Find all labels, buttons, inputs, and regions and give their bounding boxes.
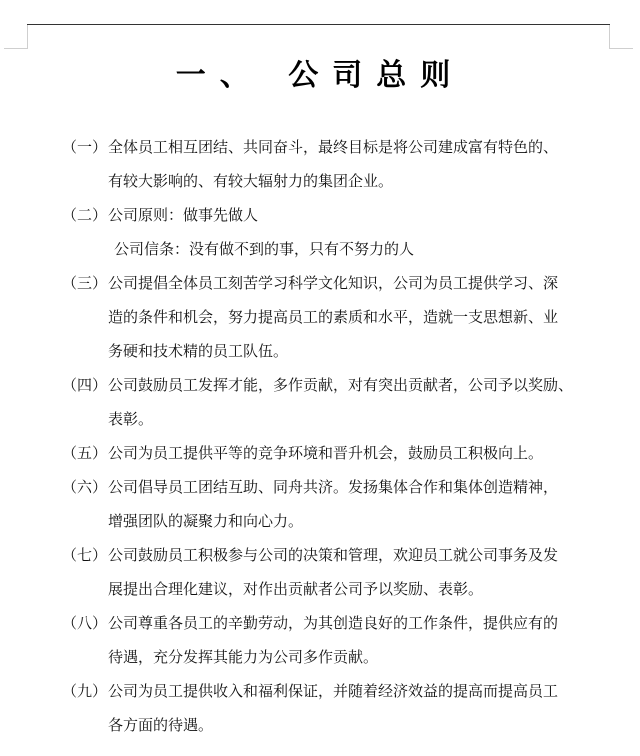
header-rule [27,24,610,25]
document-body [62,130,622,742]
paragraph-number: （二） [62,206,108,224]
paragraph-8 [62,606,622,674]
paragraph-6 [62,470,622,538]
margin-mark-left-vertical [27,25,28,49]
paragraph-9 [62,674,622,742]
paragraph-3 [62,266,622,368]
paragraph-line: 务硬和技术精的员工队伍。 [108,342,289,360]
paragraph-line: 各方面的待遇。 [108,716,214,734]
paragraph-2 [62,198,622,266]
paragraph-number: （一） [62,138,108,156]
paragraph-number: （九） [62,682,108,700]
paragraph-line: 公司为员工提供收入和福利保证，并随着经济效益的提高而提高员工 [108,682,559,700]
paragraph-line: 公司为员工提供平等的竞争环境和晋升机会，鼓励员工积极向上。 [108,444,544,462]
paragraph-line: 造的条件和机会，努力提高员工的素质和水平，造就一支思想新、业 [108,308,559,326]
paragraph-line: 公司鼓励员工发挥才能，多作贡献，对有突出贡献者，公司予以奖励、 [108,376,574,394]
paragraph-4 [62,368,622,436]
paragraph-1 [62,130,622,198]
paragraph-line: 公司原则：做事先做人 [108,206,259,224]
paragraph-number: （五） [62,444,108,462]
paragraph-line: 公司鼓励员工积极参与公司的决策和管理，欢迎员工就公司事务及发 [108,546,559,564]
paragraph-5 [62,436,622,470]
paragraph-number: （八） [62,614,108,632]
paragraph-number: （六） [62,478,108,496]
paragraph-7 [62,538,622,606]
paragraph-line: 全体员工相互团结、共同奋斗，最终目标是将公司建成富有特色的、 [108,138,559,156]
paragraph-subline: 公司信条：没有做不到的事，只有不努力的人 [114,240,415,258]
paragraph-line: 公司提倡全体员工刻苦学习科学文化知识，公司为员工提供学习、深 [108,274,559,292]
paragraph-line: 待遇，充分发挥其能力为公司多作贡献。 [108,648,379,666]
margin-mark-left-horizontal [4,48,28,49]
paragraph-line: 展提出合理化建议，对作出贡献者公司予以奖励、表彰。 [108,580,484,598]
paragraph-number: （四） [62,376,108,394]
paragraph-number: （七） [62,546,108,564]
margin-mark-right-vertical [609,25,610,49]
paragraph-line: 公司倡导员工团结互助、同舟共济。发扬集体合作和集体创造精神， [108,478,559,496]
paragraph-line: 公司尊重各员工的辛勤劳动，为其创造良好的工作条件，提供应有的 [108,614,559,632]
margin-mark-right-horizontal [609,48,633,49]
paragraph-number: （三） [62,274,108,292]
paragraph-line: 有较大影响的、有较大辐射力的集团企业。 [108,172,394,190]
page-title: 一、 公司总则 [175,58,465,93]
paragraph-line: 表彰。 [108,410,154,428]
paragraph-line: 增强团队的凝聚力和向心力。 [108,512,304,530]
